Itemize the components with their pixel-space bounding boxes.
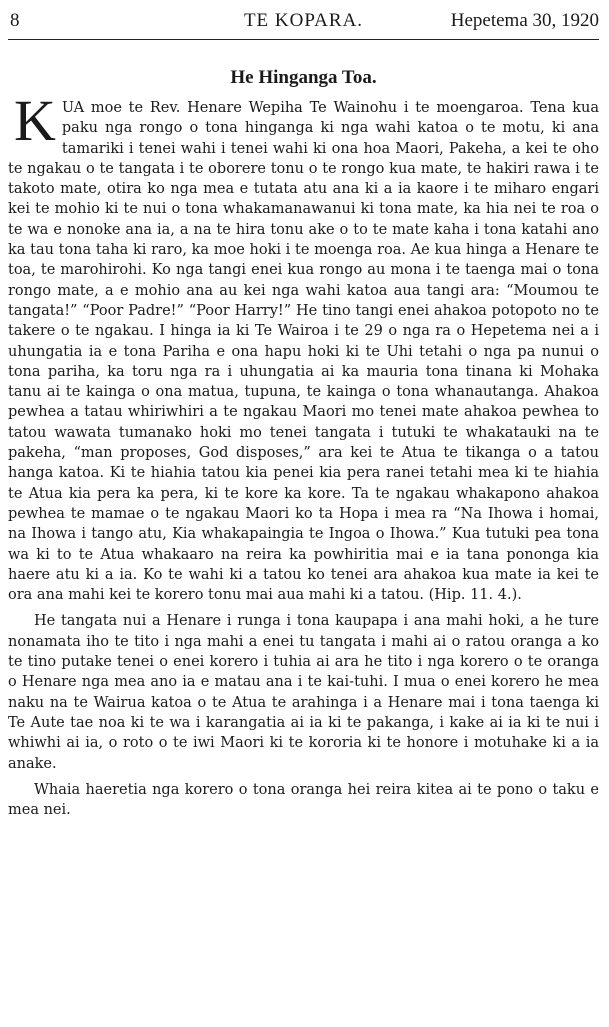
page-number: 8 <box>10 10 20 31</box>
article-title: He Hinganga Toa. <box>230 67 377 88</box>
page-header <box>8 6 599 36</box>
magazine-title: TE KOPARA. <box>243 10 364 31</box>
drop-cap: K <box>14 88 56 153</box>
article-paragraph-3: Whaia haeretia nga korero o tona oranga hei reira kitea ai te pono o taku e mea nei. <box>8 781 599 819</box>
article-paragraph-2: He tangata nui a Henare i runga i tona kaupapa i ana mahi hoki, a he ture nonamata iho te tito i nga mahi a enei tu tangata i mahi ai o ratou oranga a ko te tino putake tenei o enei korero i tuhia ai ara he tito i nga korero o te oranga o Henare nga mea ano ia e matau ana i te kai-tuhi. I mua o enei korero he mea naku na te Wairua katoa o te Atua te arahinga i a Henare mai i tona taenga ki Te Aute tae noa ki te wa i karangatia ai ia ki te pakanga, i kake ai ia ki te nui i whiwhi ai ia, o roto o te iwi Maori ki te kororia ki te honore i motuhake ki a ia anake. <box>8 613 599 772</box>
header-rule <box>8 39 599 40</box>
article-paragraph-1 <box>8 88 599 605</box>
paragraph-text: UA moe te Rev. Henare Wepiha Te Wainohu i te moengaroa. Tena kua paku nga rongo o tona hinganga ki nga wahi katoa o te motu, ki ana tamariki i tenei wahi i tenei wahi ki ona hoa Maori, Pakeha, a kei te oho te ngakau o te tangata i te oborere tonu o te rongo kua mate, te hakiri rawa i te takoto mate, otira ko nga mea e tutata atu ana ki a ia kaore i te miharo engari kei te mohio ki te nui o tona whakamanawanui ki tona mate, ka hia nei te roa o te wa e nonoke ana ia, a na te hira tonu ake o to te mate kaha i tona katahi ano ka tau tona taha ki raro, ka moe hoki i te moenga roa. Ae kua hinga a Henare te toa, te marohirohi. Ko nga tangi enei kua rongo au mona i te taenga mai o tona rongo mate, a e mohio ana au kei nga wahi katoa aua tangi ara: “Moumou te tangata!” “Poor Padre!” “Poor Harry!” He tino tangi enei ahakoa potopoto no te takere o te ngakau. I hinga ia ki Te Wairoa i te 29 o nga ra o Hepetema nei a i uhungatia ia e tona Pariha e ona hapu hoki ki te Uhi tetahi o nga pa nunui o tona pariha, ka toru nga ra i uhungatia ai ka mauria tona tinana ki Mohaka tanu ai te kainga o ona matua, tupuna, te kainga o tona whanautanga. Ahakoa pewhea a tatau whiriwhiri a te ngakau Maori mo tenei mate ahakoa pewhea to tatou wawata tumanako hoki mo tenei tangata i tutuki te whakatauki na te pakeha, “man proposes, God disposes,” ara kei te Atua te tikanga o a tatou hanga katoa. Ki te hiahia tatou kia penei kia pera ranei tetahi mea ki te hiahia te Atua kia pera ka pera, ki te kore ka kore. Ta te ngakau whakapono ahakoa pewhea te mamae o te ngakau Maori ko ta Hopa i mea ra “Na Ihowa i homai, na Ihowa i tango atu, Kia whakapaingia te Ingoa o Ihowa.” Kua tutuki pea tona wa ki to te Atua whakaaro na reira ka powhiritia mai e ia tana pononga kia haere atu ki a ia. Ko te wahi ki a tatou ko tenei ara ahakoa kua mate ia kei te ora ana mahi kei te korero tonu mai aua mahi ki a tatou. (Hip. 11. 4.). <box>8 100 599 604</box>
magazine-page <box>8 6 599 819</box>
article-body <box>8 88 599 826</box>
issue-date: Hepetema 30, 1920 <box>450 10 599 31</box>
